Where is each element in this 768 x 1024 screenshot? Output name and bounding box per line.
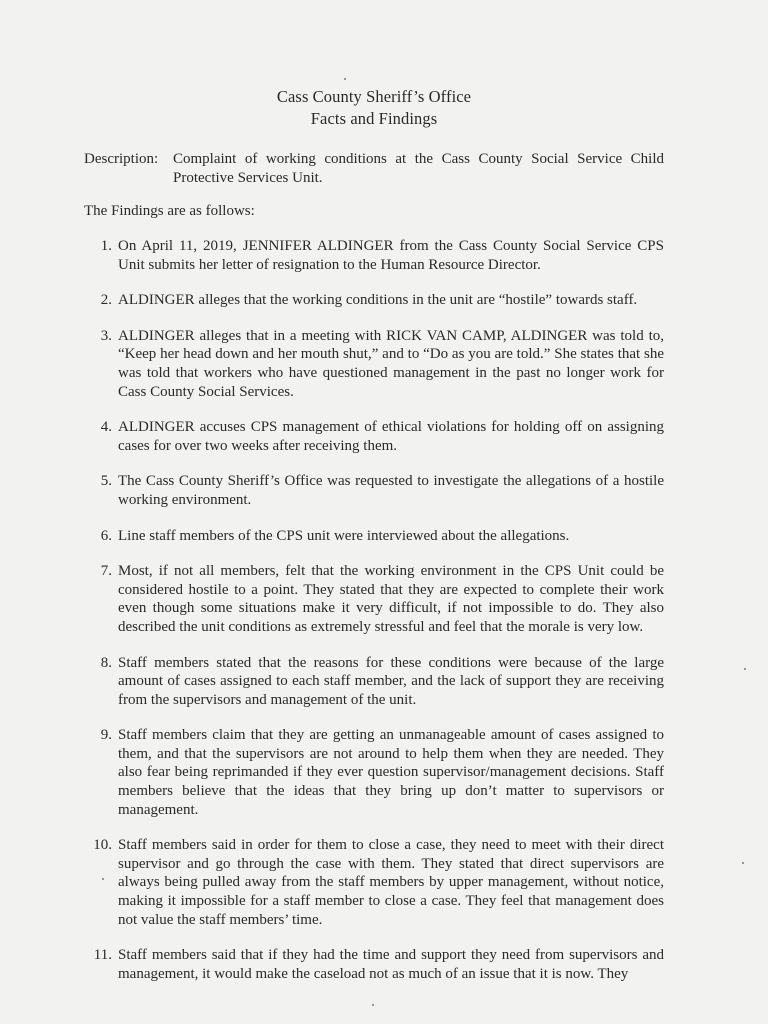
finding-text: Staff members stated that the reasons for these conditions were because of the large amount of cases assigned to each staff member, and the lack of support they are receiving from the supervisors and management of the unit. [118,654,664,708]
finding-text: Staff members said that if they had the time and support they need from supervisors and management, it would make the caseload not as much of an issue that it is now. They [118,947,664,982]
scan-speck [344,78,346,80]
finding-item-9 [84,726,664,819]
title-line-2: Facts and Findings [310,109,438,128]
finding-item-10 [84,836,664,929]
scan-speck [102,878,104,880]
finding-text: Most, if not all members, felt that the working environment in the CPS Unit could be considered hostile to a point. They stated that they are expected to complete their work even though some situations make it very difficult, if not impossible to do. They also described the unit conditions as extremely stressful and feel that the morale is very low. [118,563,664,635]
finding-number: 5. [100,473,112,490]
finding-text: ALDINGER alleges that in a meeting with RICK VAN CAMP, ALDINGER was told to, “Keep her head down and her mouth shut,” and to “Do as you are told.” She states that she was told that workers who have questioned management in the past no longer work for Cass County Social Services. [118,327,664,400]
finding-text: Staff members said in order for them to close a case, they need to meet with their direct supervisor and go through the case with them. They stated that direct supervisors are always being pulled away from the staff members by upper management, without notice, making it impossible for a staff member to close a case. They feel that management does not value the staff members’ time. [118,837,664,928]
finding-number: 3. [100,327,112,344]
description-block [84,150,664,188]
finding-item-3 [84,327,664,401]
finding-number: 6. [100,527,112,544]
finding-text: ALDINGER accuses CPS management of ethical violations for holding off on assigning cases for over two weeks after receiving them. [118,419,664,454]
finding-number: 10. [93,837,112,854]
finding-number: 7. [100,563,112,580]
title-line-1: Cass County Sheriff’s Office [276,87,472,106]
finding-number: 2. [100,292,112,309]
description-text: Complaint of working conditions at the Cass County Social Service Child Protective Services Unit. [173,151,664,186]
finding-item-6 [84,527,664,546]
finding-number: 4. [100,419,112,436]
finding-text: Staff members claim that they are getting an unmanageable amount of cases assigned to them, and that the supervisors are not around to help them when they are needed. They also fear being reprimanded if they ever question supervisor/management decisions. Staff members believe that the ideas that they bring up don’t matter to supervisors or management. [118,727,664,818]
finding-item-11 [84,946,664,983]
finding-text: Line staff members of the CPS unit were interviewed about the allegations. [118,527,570,544]
findings-list [84,237,664,983]
finding-text: The Cass County Sheriff’s Office was requested to investigate the allegations of a hostile working environment. [118,473,664,508]
finding-item-7 [84,562,664,636]
finding-number: 8. [100,654,112,671]
finding-item-8 [84,654,664,710]
scan-speck [372,1004,374,1006]
finding-item-2 [84,291,664,310]
finding-number: 9. [100,727,112,744]
scan-speck [742,862,744,864]
finding-number: 11. [93,947,112,964]
description-label: Description: [84,151,159,167]
finding-text: On April 11, 2019, JENNIFER ALDINGER from the Cass County Social Service CPS Unit submits her letter of resignation to the Human Resource Director. [118,238,664,273]
document-title [84,86,664,130]
finding-item-5 [84,472,664,509]
findings-intro: The Findings are as follows: [84,203,255,219]
scan-speck [744,668,746,670]
finding-text: ALDINGER alleges that the working conditions in the unit are “hostile” towards staff. [118,292,638,309]
finding-number: 1. [100,238,112,254]
finding-item-4 [84,418,664,455]
finding-item-1 [84,237,664,274]
